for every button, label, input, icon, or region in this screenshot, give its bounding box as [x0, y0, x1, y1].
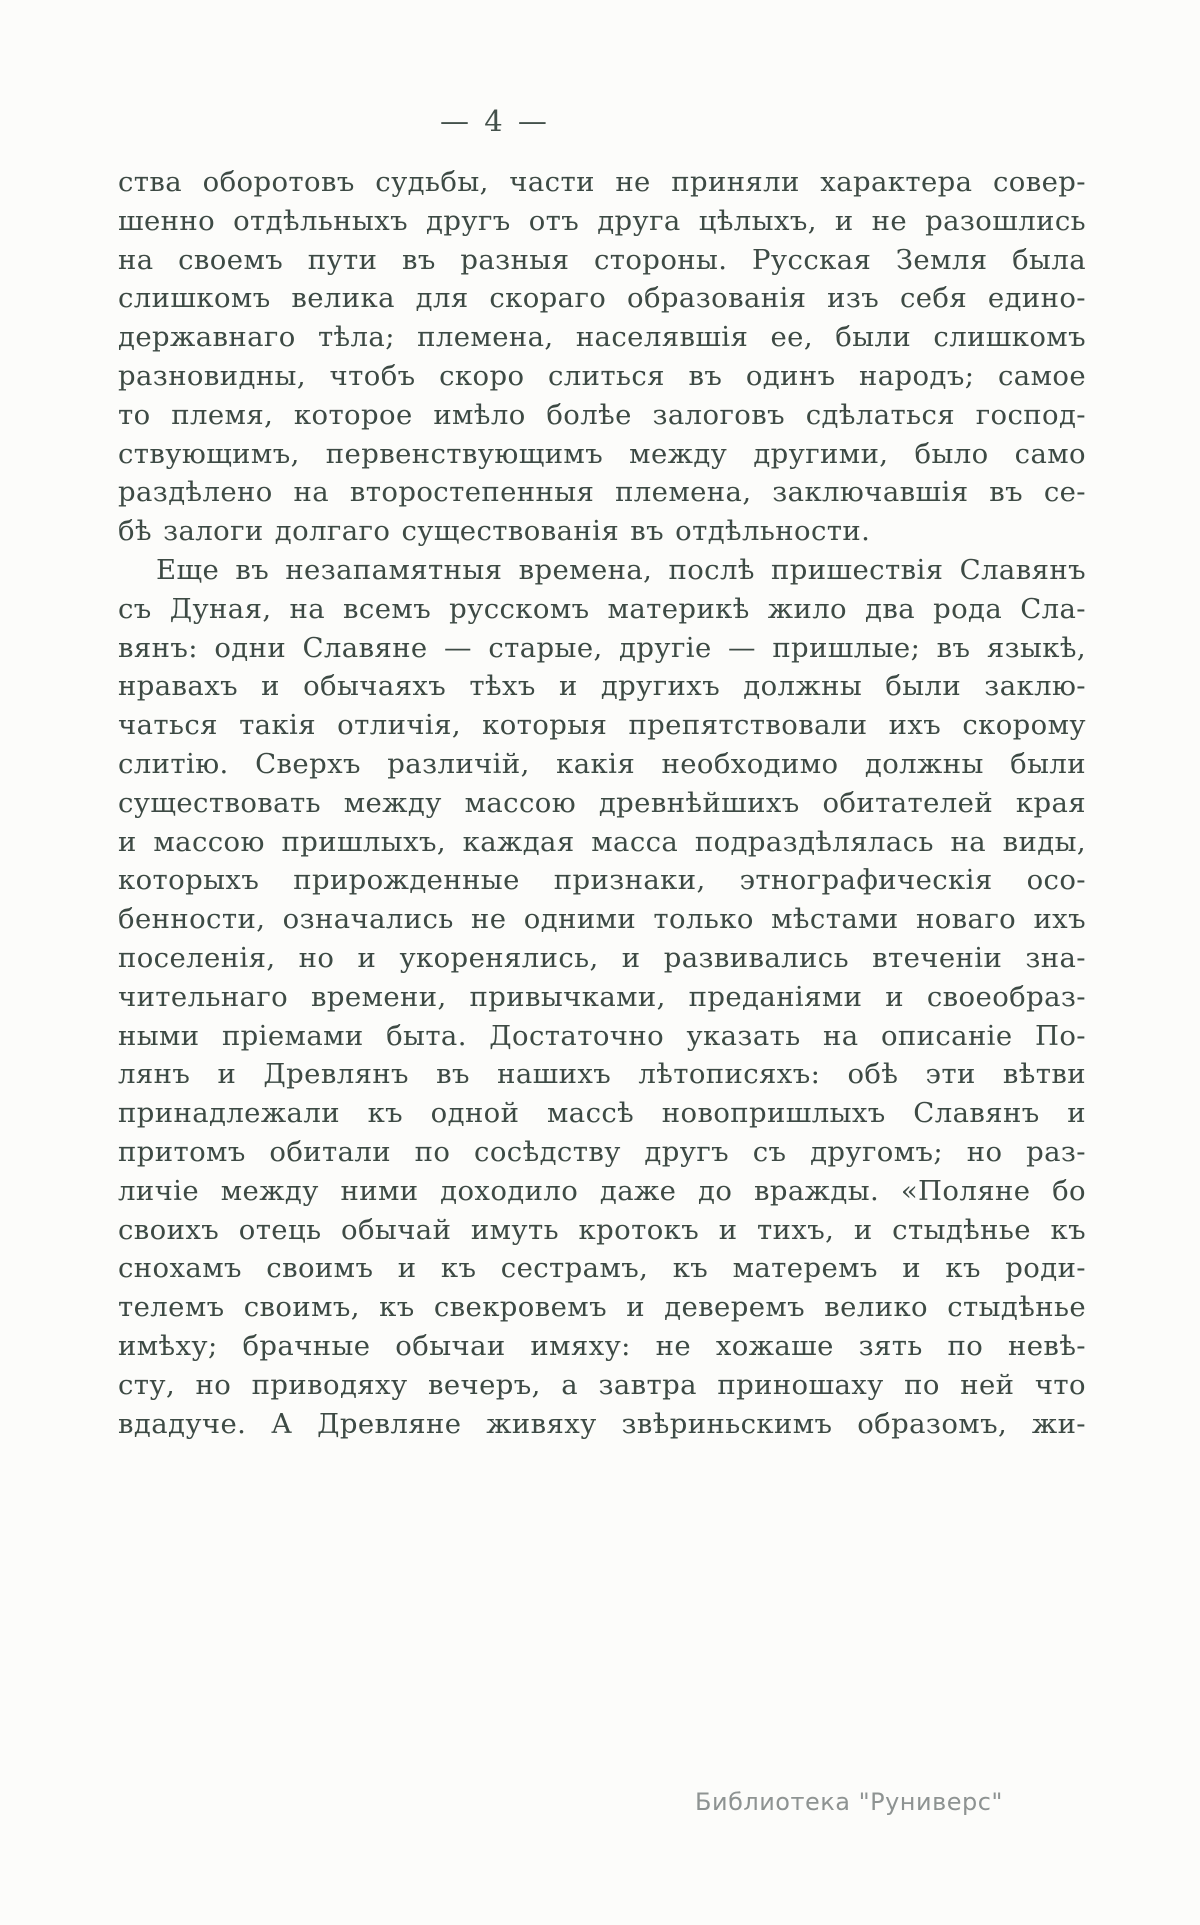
text-line: разновидны, чтобъ скоро слиться въ одинъ народъ; самое	[118, 359, 1086, 392]
text-line: снохамъ своимъ и къ сестрамъ, къ матеремъ и къ роди-	[118, 1252, 1086, 1285]
text-line: нравахъ и обычаяхъ тѣхъ и другихъ должны были заклю-	[118, 670, 1086, 703]
text-line: ными пріемами быта. Достаточно указать на описаніе По-	[118, 1019, 1086, 1052]
text-line: чительнаго времени, привычками, преданіями и своеобраз-	[118, 980, 1086, 1013]
text-line: вянъ: одни Славяне — старые, другіе — пришлые; въ языкѣ,	[118, 631, 1086, 664]
text-line: на своемъ пути въ разныя стороны. Русская Земля была	[118, 243, 1086, 276]
text-line: бенности, означались не одними только мѣстами новаго ихъ	[118, 903, 1086, 936]
text-line: личіе между ними доходило даже до вражды. «Поляне бо	[118, 1174, 1086, 1207]
text-line: притомъ обитали по сосѣдству другъ съ другомъ; но раз-	[118, 1135, 1086, 1168]
text-line: бѣ залоги долгаго существованія въ отдѣльности.	[118, 515, 871, 548]
text-line: Еще въ незапамятныя времена, послѣ пришествія Славянъ	[156, 553, 1086, 586]
text-line: слишкомъ велика для скораго образованія изъ себя едино-	[118, 282, 1086, 315]
text-line: слитію. Сверхъ различій, какія необходимо должны были	[118, 747, 1086, 780]
text-line: имѣху; брачные обычаи имяху: не хожаше зять по невѣ-	[118, 1329, 1086, 1362]
text-line: сту, но приводяху вечеръ, а завтра приношаху по ней что	[118, 1368, 1086, 1401]
text-line: ствующимъ, первенствующимъ между другими, было само	[118, 437, 1086, 470]
text-line: раздѣлено на второстепенныя племена, заключавшія въ се-	[118, 476, 1086, 509]
text-line: шенно отдѣльныхъ другъ отъ друга цѣлыхъ, и не разошлись	[118, 204, 1086, 237]
text-block	[118, 163, 1086, 1443]
text-line: телемъ своимъ, къ свекровемъ и деверемъ велико стыдѣнье	[118, 1291, 1086, 1324]
text-line: державнаго тѣла; племена, населявшія ее, были слишкомъ	[118, 321, 1086, 354]
paragraph	[118, 163, 1086, 551]
text-line: то племя, которое имѣло болѣе залоговъ сдѣлаться господ-	[118, 398, 1086, 431]
paragraph	[118, 551, 1086, 1443]
text-line: чаться такія отличія, которыя препятствовали ихъ скорому	[118, 709, 1086, 742]
text-line: поселенія, но и укоренялись, и развивались втеченіи зна-	[118, 941, 1086, 974]
text-line: принадлежали къ одной массѣ новопришлыхъ Славянъ и	[118, 1097, 1086, 1130]
text-line: ства оборотовъ судьбы, части не приняли характера совер-	[118, 166, 1086, 198]
text-line: которыхъ прирожденные признаки, этнографическія осо-	[118, 864, 1086, 897]
text-line: съ Дуная, на всемъ русскомъ материкѣ жило два рода Сла-	[118, 592, 1086, 625]
text-line: своихъ отець обычай имуть кротокъ и тихъ, и стыдѣнье къ	[118, 1213, 1086, 1246]
text-line: и массою пришлыхъ, каждая масса подраздѣлялась на виды,	[118, 825, 1086, 858]
text-line: существовать между массою древнѣйшихъ обитателей края	[118, 786, 1086, 819]
page-number: — 4 —	[440, 104, 550, 138]
library-watermark: Библиотека "Руниверс"	[695, 1788, 1003, 1816]
text-line: лянъ и Древлянъ въ нашихъ лѣтописяхъ: обѣ эти вѣтви	[118, 1058, 1086, 1091]
text-line: вдадуче. А Древляне живяху звѣриньскимъ образомъ, жи-	[118, 1407, 1086, 1440]
